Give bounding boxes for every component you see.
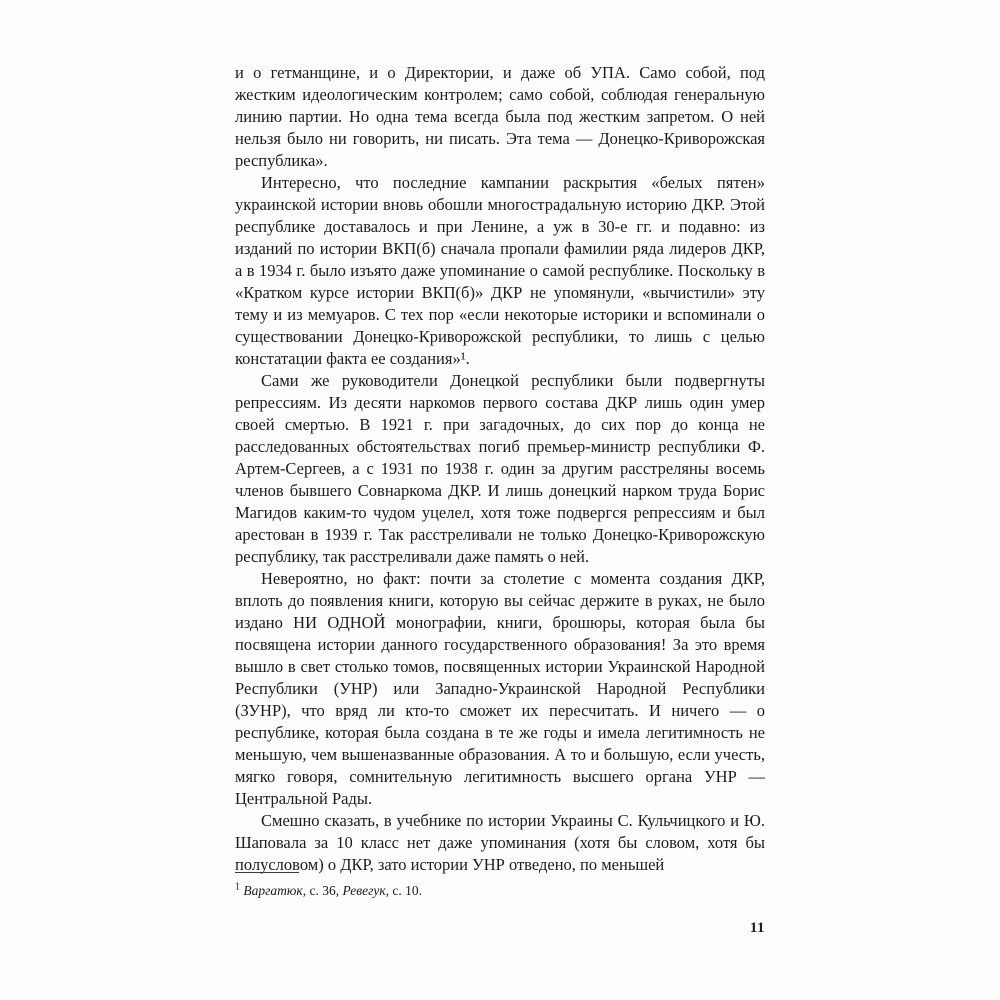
footnote-source-name: Ревегук	[342, 883, 386, 898]
paragraph: Невероятно, но факт: почти за столетие с момента создания ДКР, вплоть до появления книги, которую вы сейчас держите в руках, не было издано НИ ОДНОЙ монографии, книги, брошюры, которая была бы посвящена истории данного государственного образования! За это время вышло в свет столько томов, посвященных истории Украинской Народной Республики (УНР) или Западно-Украинской Народной Республики (ЗУНР), что вряд ли кто-то сможет их пересчитать. И ничего — о республике, которая была создана в те же годы и имела легитимность не меньшую, чем вышеназванные образования. А то и большую, если учесть, мягко говоря, сомнительную легитимность высшего органа УНР — Центральной Рады.	[235, 569, 765, 808]
paragraph: Интересно, что последние кампании раскрытия «белых пятен» украинской истории вновь обошли многострадальную историю ДКР. Этой республике доставалось и при Ленине, а уж в 30-е гг. и подавно: из изданий по истории ВКП(б) сначала пропали фамилии ряда лидеров ДКР, а в 1934 г. было изъято даже упоминание о самой республике. Поскольку в «Кратком курсе истории ВКП(б)» ДКР не упомянули, «вычистили» эту тему и из мемуаров. С тех пор «если некоторые историки и вспоминали о существовании Донецко-Криворожской республики, то лишь с целью констатации факта ее создания»¹.	[235, 173, 765, 368]
page-number: 11	[749, 920, 765, 936]
paragraph: Смешно сказать, в учебнике по истории Украины С. Кульчицкого и Ю. Шаповала за 10 класс нет даже упоминания (хотя бы словом, хотя бы полусловом) о ДКР, зато истории УНР отведено, по меньшей	[235, 811, 765, 874]
footnote-text	[235, 882, 765, 900]
footnote-marker: 1	[235, 881, 240, 893]
main-text-block	[235, 62, 765, 876]
footnote-source-name: Варгатюк	[243, 883, 303, 898]
paragraph: Сами же руководители Донецкой республики были подвергнуты репрессиям. Из десяти наркомов первого состава ДКР лишь один умер своей смертью. В 1921 г. при загадочных, до сих пор до конца не расследованных обстоятельствах погиб премьер-министр республики Ф. Артем-Сергеев, а с 1931 по 1938 г. один за другим расстреляны восемь членов бывшего Совнаркома ДКР. И лишь донецкий нарком труда Борис Магидов каким-то чудом уцелел, хотя тоже подвергся репрессиям и был арестован в 1939 г. Так расстреливали не только Донецко-Криворожскую республику, так расстреливали даже память о ней.	[235, 371, 765, 566]
footnote-page-ref: , с. 36,	[302, 883, 343, 898]
footnote	[235, 872, 765, 900]
paragraph: и о гетманщине, и о Директории, и даже об УПА. Само собой, под жестким идеологическим контролем; само собой, соблюдая генеральную линию партии. Но одна тема всегда была под жестким запретом. О ней нельзя было ни говорить, ни писать. Эта тема — Донецко-Криворожская республика».	[235, 63, 765, 170]
footnote-separator	[235, 872, 299, 873]
footnote-page-ref: , с. 10.	[385, 883, 423, 898]
